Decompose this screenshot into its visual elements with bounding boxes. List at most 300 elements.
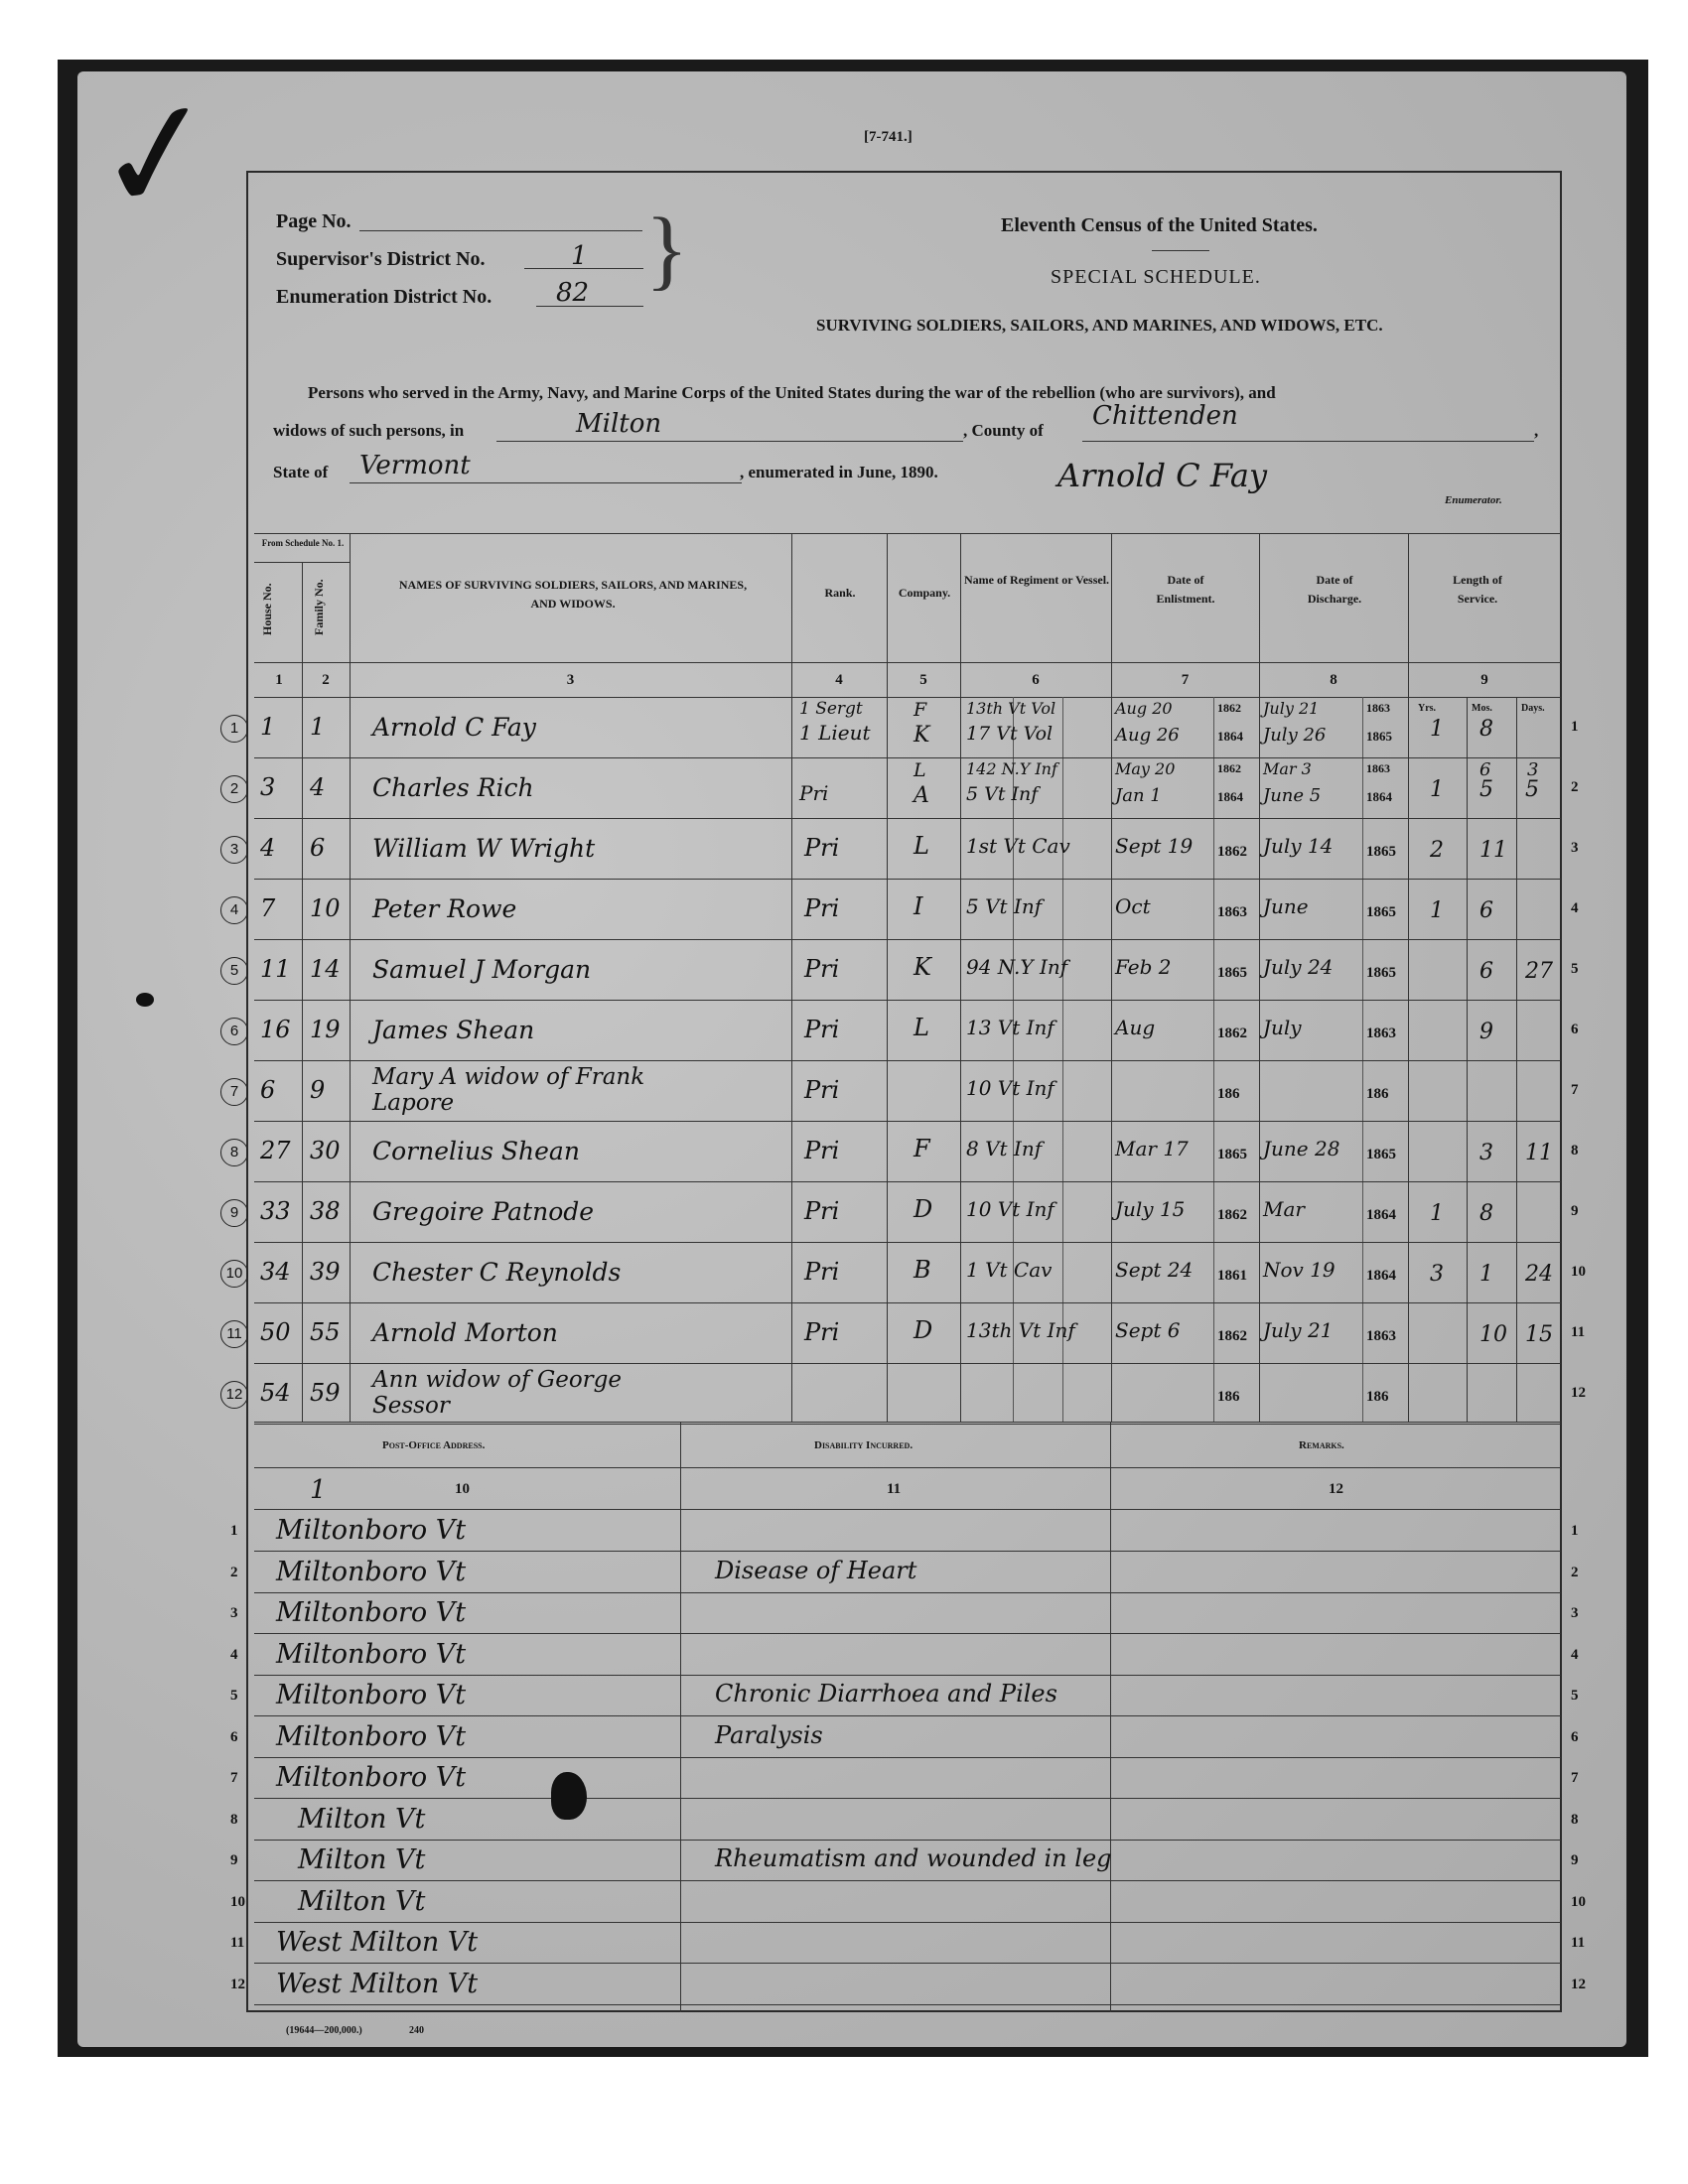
enlistment-year: 1865 bbox=[1217, 1147, 1247, 1162]
lower-row-number-left: 11 bbox=[230, 1935, 245, 1951]
discharge-year: 1863 bbox=[1366, 1328, 1396, 1344]
company: D bbox=[914, 1316, 933, 1344]
family-no: 59 bbox=[310, 1379, 341, 1407]
lower-row-rule bbox=[254, 1922, 1561, 1923]
months: 9 bbox=[1479, 1020, 1493, 1044]
vline-discharge bbox=[1408, 533, 1409, 1422]
discharge-year: 1865 bbox=[1366, 729, 1392, 744]
names-header: NAMES OF SURVIVING SOLDIERS, SAILORS, AND MARINES, AND WIDOWS. bbox=[398, 578, 748, 611]
lower-row-number-right: 1 bbox=[1571, 1523, 1579, 1539]
enlistment-year: 1862 bbox=[1217, 1025, 1247, 1041]
row-number-right: 7 bbox=[1571, 1082, 1579, 1098]
vline-enlistment bbox=[1259, 533, 1260, 1422]
lower-row-number-right: 2 bbox=[1571, 1565, 1579, 1580]
row-rule bbox=[254, 757, 1561, 758]
yrs-header: Yrs. bbox=[1418, 703, 1437, 714]
supervisor-value: 1 bbox=[571, 241, 588, 271]
row-rule bbox=[254, 1181, 1561, 1182]
months: 6 bbox=[1479, 959, 1493, 984]
row-number-right: 2 bbox=[1571, 779, 1579, 795]
county-value: Chittenden bbox=[1092, 401, 1238, 431]
company: B bbox=[914, 1256, 931, 1284]
print-code: (19644—200,000.) bbox=[286, 2025, 362, 2036]
family-no: 14 bbox=[310, 955, 341, 983]
row-number-circle: 9 bbox=[220, 1199, 248, 1227]
company: K bbox=[914, 953, 931, 981]
vline-regiment bbox=[1111, 533, 1112, 1422]
lower-header-rule bbox=[254, 1467, 1561, 1468]
supervisor-label: Supervisor's District No. bbox=[276, 248, 486, 270]
colnum-8: 8 bbox=[1330, 672, 1337, 688]
row-number-right: 12 bbox=[1571, 1385, 1586, 1401]
post-office-address: Miltonboro Vt bbox=[276, 1597, 467, 1628]
months: 10 bbox=[1479, 1322, 1507, 1347]
discharge: Nov 19 bbox=[1263, 1258, 1336, 1282]
company: L bbox=[914, 1014, 929, 1041]
colnum-2: 2 bbox=[322, 672, 330, 688]
company-first: L bbox=[914, 759, 926, 781]
vline-dis-sub bbox=[1362, 697, 1363, 1422]
lower-row-number-left: 3 bbox=[230, 1605, 238, 1621]
discharge: June 28 bbox=[1263, 1137, 1340, 1160]
colnum-6: 6 bbox=[1032, 672, 1040, 688]
days-first: 3 bbox=[1527, 759, 1539, 780]
years: 3 bbox=[1430, 1262, 1444, 1287]
enum-district-line bbox=[536, 306, 643, 307]
lower-row-number-right: 11 bbox=[1571, 1935, 1586, 1951]
colnum-12: 12 bbox=[1329, 1481, 1343, 1497]
row-rule bbox=[254, 1302, 1561, 1303]
soldier-name: William W Wright bbox=[372, 834, 596, 863]
regiment-first: 13th Vt Vol bbox=[966, 699, 1056, 718]
post-office-address: Miltonboro Vt bbox=[276, 1557, 467, 1587]
lower-row-number-right: 10 bbox=[1571, 1894, 1586, 1910]
soldier-name: James Shean bbox=[372, 1016, 535, 1044]
disability-incurred: Paralysis bbox=[715, 1721, 823, 1749]
rank: Pri bbox=[804, 955, 840, 983]
rank: Pri bbox=[799, 781, 829, 805]
discharge-year: 1865 bbox=[1366, 844, 1396, 860]
enlistment-first: Aug 20 bbox=[1115, 699, 1173, 718]
county-comma: , bbox=[1534, 421, 1539, 440]
house-no: 34 bbox=[260, 1258, 291, 1286]
post-office-address: West Milton Vt bbox=[276, 1969, 479, 1999]
colnum-5: 5 bbox=[919, 672, 927, 688]
census-title: Eleventh Census of the United States. bbox=[1001, 214, 1318, 236]
company: A bbox=[914, 783, 929, 808]
lower-row-number-right: 8 bbox=[1571, 1812, 1579, 1828]
days: 24 bbox=[1525, 1262, 1553, 1287]
family-no: 6 bbox=[310, 834, 326, 862]
years: 1 bbox=[1430, 898, 1444, 923]
row-rule bbox=[254, 1060, 1561, 1061]
check-mark: ✓ bbox=[82, 62, 231, 250]
vline-post-office bbox=[680, 1422, 681, 2012]
rank: Pri bbox=[804, 1137, 840, 1164]
row-rule bbox=[254, 879, 1561, 880]
discharge-year-first: 1863 bbox=[1366, 701, 1390, 715]
regiment: 1 Vt Cav bbox=[966, 1258, 1053, 1282]
vline-reg-sub2 bbox=[1062, 697, 1063, 1422]
years: 2 bbox=[1430, 838, 1444, 863]
row-number-circle: 12 bbox=[220, 1381, 248, 1409]
rank: Pri bbox=[804, 834, 840, 862]
enlistment: Aug 26 bbox=[1115, 725, 1180, 746]
enlistment-year: 1865 bbox=[1217, 965, 1247, 981]
colnum-10: 10 bbox=[455, 1481, 470, 1497]
enlistment: Jan 1 bbox=[1115, 785, 1162, 806]
months: 3 bbox=[1479, 1141, 1493, 1165]
soldier-name: Peter Rowe bbox=[372, 894, 517, 923]
row-number-right: 6 bbox=[1571, 1022, 1579, 1037]
enlistment: Sept 24 bbox=[1115, 1258, 1194, 1282]
regiment: 17 Vt Vol bbox=[966, 723, 1054, 745]
discharge-year: 1865 bbox=[1366, 1147, 1396, 1162]
row-number-circle: 2 bbox=[220, 775, 248, 803]
lower-row-rule bbox=[254, 1633, 1561, 1634]
discharge-year: 1864 bbox=[1366, 1207, 1396, 1223]
intro-line1: Persons who served in the Army, Navy, and Marine Corps of the United States during the war of the rebellion (who are survivors), and bbox=[308, 383, 1276, 402]
lower-row-rule bbox=[254, 1757, 1561, 1758]
row-number-circle: 3 bbox=[220, 836, 248, 864]
row-number-right: 3 bbox=[1571, 840, 1579, 856]
enlistment-year: 1862 bbox=[1217, 1207, 1247, 1223]
lower-top-rule bbox=[254, 1422, 1561, 1423]
house-no: 33 bbox=[260, 1197, 291, 1225]
row-rule bbox=[254, 1363, 1561, 1364]
disability-header: Disability Incurred. bbox=[814, 1439, 914, 1451]
rank: Pri bbox=[804, 1197, 840, 1225]
colnum-3: 3 bbox=[566, 672, 575, 688]
rank: Pri bbox=[804, 1076, 840, 1104]
enumerator-signature: Arnold C Fay bbox=[1057, 457, 1268, 494]
post-office-address: Miltonboro Vt bbox=[276, 1639, 467, 1670]
disability-incurred: Rheumatism and wounded in leg bbox=[715, 1844, 1112, 1872]
discharge-year-first: 1863 bbox=[1366, 761, 1390, 775]
header-bottom-rule bbox=[254, 662, 1561, 663]
days: 11 bbox=[1525, 1141, 1553, 1165]
months: 11 bbox=[1479, 838, 1507, 863]
colnum-bottom-rule bbox=[254, 697, 1561, 698]
lower-row-rule bbox=[254, 1840, 1561, 1841]
schedule-subtitle: SURVIVING SOLDIERS, SAILORS, AND MARINES, AND WIDOWS, ETC. bbox=[816, 316, 1383, 335]
enlistment: Feb 2 bbox=[1115, 955, 1172, 979]
lower-row-rule bbox=[254, 1551, 1561, 1552]
row-number-circle: 6 bbox=[220, 1018, 248, 1045]
days: 15 bbox=[1525, 1322, 1553, 1347]
lower-row-number-left: 7 bbox=[230, 1770, 238, 1786]
regiment: 5 Vt Inf bbox=[966, 783, 1039, 805]
discharge: July 24 bbox=[1263, 955, 1334, 979]
town-line bbox=[496, 441, 963, 442]
post-office-header: Post-Office Address. bbox=[382, 1439, 486, 1451]
state-label: State of bbox=[273, 463, 329, 481]
regiment: 94 N.Y Inf bbox=[966, 955, 1068, 979]
row-number-right: 8 bbox=[1571, 1143, 1579, 1159]
months: 8 bbox=[1479, 1201, 1493, 1226]
post-office-address: Miltonboro Vt bbox=[276, 1515, 467, 1546]
company: I bbox=[914, 892, 923, 920]
row-rule bbox=[254, 1000, 1561, 1001]
lower-row-number-right: 9 bbox=[1571, 1852, 1579, 1868]
row-number-circle: 7 bbox=[220, 1078, 248, 1106]
enlistment-year: 1864 bbox=[1217, 789, 1243, 804]
discharge-year: 1864 bbox=[1366, 1268, 1396, 1284]
vline-names bbox=[791, 533, 792, 1422]
discharge: July 21 bbox=[1263, 1318, 1334, 1342]
lower-colnum-rule bbox=[254, 1509, 1561, 1510]
enlistment-first: May 20 bbox=[1115, 759, 1176, 778]
row-rule bbox=[254, 1242, 1561, 1243]
family-no: 39 bbox=[310, 1258, 341, 1286]
years: 1 bbox=[1430, 777, 1444, 802]
vline-enl-sub bbox=[1213, 697, 1214, 1422]
row-number-circle: 10 bbox=[220, 1260, 248, 1288]
months: 8 bbox=[1479, 717, 1493, 742]
post-office-address: West Milton Vt bbox=[276, 1927, 479, 1958]
discharge: June bbox=[1263, 894, 1309, 918]
discharge-year: 186 bbox=[1366, 1086, 1389, 1102]
soldier-name: Arnold Morton bbox=[372, 1318, 558, 1347]
discharge: Mar bbox=[1263, 1197, 1305, 1221]
family-no: 9 bbox=[310, 1076, 326, 1104]
company-header: Company. bbox=[898, 586, 951, 600]
months: 6 bbox=[1479, 898, 1493, 923]
lower-row-number-left: 5 bbox=[230, 1688, 238, 1704]
regiment: 10 Vt Inf bbox=[966, 1076, 1055, 1100]
discharge-year: 1864 bbox=[1366, 789, 1392, 804]
post-office-address: Miltonboro Vt bbox=[276, 1762, 467, 1793]
lower-row-number-left: 2 bbox=[230, 1565, 238, 1580]
regiment: 5 Vt Inf bbox=[966, 894, 1043, 918]
house-no: 1 bbox=[260, 713, 276, 741]
row-number-right: 4 bbox=[1571, 900, 1579, 916]
enlistment: Aug bbox=[1115, 1016, 1156, 1039]
lower-row-number-right: 5 bbox=[1571, 1688, 1579, 1704]
vline-yrs bbox=[1467, 697, 1468, 1422]
soldier-name: Charles Rich bbox=[372, 773, 534, 802]
mos-header: Mos. bbox=[1472, 703, 1492, 714]
regiment: 1st Vt Cav bbox=[966, 834, 1070, 858]
years: 1 bbox=[1430, 717, 1444, 742]
discharge-header: Date of Discharge. bbox=[1307, 573, 1362, 606]
enlistment: Mar 17 bbox=[1115, 1137, 1189, 1160]
lower-row-number-right: 3 bbox=[1571, 1605, 1579, 1621]
regiment: 10 Vt Inf bbox=[966, 1197, 1055, 1221]
company: D bbox=[914, 1195, 933, 1223]
rank: Pri bbox=[804, 894, 840, 922]
house-no: 27 bbox=[260, 1137, 291, 1164]
lower-row-number-right: 4 bbox=[1571, 1647, 1579, 1663]
months: 1 bbox=[1479, 1262, 1493, 1287]
discharge-first: Mar 3 bbox=[1263, 759, 1312, 778]
length-header: Length of Service. bbox=[1453, 573, 1502, 606]
row-number-circle: 8 bbox=[220, 1139, 248, 1166]
lower-row-number-left: 1 bbox=[230, 1523, 238, 1539]
row-number-circle: 5 bbox=[220, 957, 248, 985]
family-no-header: Family No. bbox=[312, 579, 326, 635]
soldier-name: Cornelius Shean bbox=[372, 1137, 580, 1165]
form-code: [7-741.] bbox=[864, 129, 913, 145]
discharge: July 14 bbox=[1263, 834, 1334, 858]
house-no: 6 bbox=[260, 1076, 276, 1104]
soldier-name: Gregoire Patnode bbox=[372, 1197, 595, 1226]
row-number-circle: 11 bbox=[220, 1320, 248, 1348]
vline-disability bbox=[1110, 1422, 1111, 2012]
widows-prefix: widows of such persons, in bbox=[273, 421, 465, 440]
days: 27 bbox=[1525, 959, 1553, 984]
lower-row-rule bbox=[254, 1675, 1561, 1676]
enumerator-label: Enumerator. bbox=[1445, 494, 1502, 506]
family-no: 30 bbox=[310, 1137, 341, 1164]
regiment-first: 142 N.Y Inf bbox=[966, 759, 1057, 778]
row-rule bbox=[254, 1121, 1561, 1122]
soldier-name: Mary A widow of Frank Lapore bbox=[372, 1064, 645, 1116]
enlistment-year: 1863 bbox=[1217, 904, 1247, 920]
lower-row-number-right: 12 bbox=[1571, 1977, 1586, 1992]
rank: 1 Lieut bbox=[799, 721, 871, 745]
company: K bbox=[914, 723, 930, 748]
lower-row-number-right: 6 bbox=[1571, 1729, 1579, 1745]
lower-row-rule bbox=[254, 1798, 1561, 1799]
regiment: 13th Vt Inf bbox=[966, 1318, 1075, 1342]
row-number-right: 11 bbox=[1571, 1324, 1586, 1340]
colnum-9: 9 bbox=[1480, 672, 1488, 688]
company-first: F bbox=[914, 699, 927, 721]
house-no: 3 bbox=[260, 773, 276, 801]
lower-row-number-left: 12 bbox=[230, 1977, 245, 1992]
regiment: 8 Vt Inf bbox=[966, 1137, 1043, 1160]
vline-family bbox=[350, 533, 351, 1422]
enlistment-year: 186 bbox=[1217, 1389, 1240, 1405]
enlistment: Sept 19 bbox=[1115, 834, 1194, 858]
from-schedule-header: From Schedule No. 1. bbox=[261, 538, 345, 548]
lower-row-rule bbox=[254, 1963, 1561, 1964]
county-line bbox=[1082, 441, 1534, 442]
print-number: 240 bbox=[409, 2025, 424, 2036]
vline-mos bbox=[1516, 697, 1517, 1422]
months: 5 bbox=[1479, 777, 1493, 802]
post-office-address: Milton Vt bbox=[298, 1886, 426, 1917]
enlistment-header: Date of Enlistment. bbox=[1156, 573, 1215, 606]
title-rule bbox=[1152, 250, 1209, 251]
colnum-4: 4 bbox=[835, 672, 843, 688]
disability-incurred: Chronic Diarrhoea and Piles bbox=[715, 1680, 1057, 1707]
row-number-circle: 4 bbox=[220, 896, 248, 924]
discharge-year: 1863 bbox=[1366, 1025, 1396, 1041]
colnum-1: 1 bbox=[275, 672, 283, 688]
row-rule bbox=[254, 818, 1561, 819]
enumerated-text: , enumerated in June, 1890. bbox=[740, 463, 938, 481]
vline-house bbox=[302, 562, 303, 1422]
months-first: 6 bbox=[1479, 759, 1491, 780]
family-no: 1 bbox=[310, 713, 326, 741]
remarks-header: Remarks. bbox=[1299, 1439, 1344, 1451]
colnum-11: 11 bbox=[887, 1481, 902, 1497]
county-label: , County of bbox=[963, 421, 1044, 440]
address-tick-mark: 1 bbox=[310, 1475, 327, 1505]
enlistment-year-first: 1862 bbox=[1217, 761, 1241, 775]
family-no: 55 bbox=[310, 1318, 341, 1346]
company: F bbox=[914, 1135, 930, 1162]
regiment: 13 Vt Inf bbox=[966, 1016, 1055, 1039]
family-no: 4 bbox=[310, 773, 326, 801]
house-no: 54 bbox=[260, 1379, 291, 1407]
lower-row-number-left: 10 bbox=[230, 1894, 245, 1910]
enum-district-value: 82 bbox=[556, 278, 590, 308]
house-no: 16 bbox=[260, 1016, 291, 1043]
colnum-7: 7 bbox=[1181, 672, 1190, 688]
soldier-name: Arnold C Fay bbox=[372, 713, 536, 742]
soldier-name: Samuel J Morgan bbox=[372, 955, 592, 984]
vline-reg-sub1 bbox=[1013, 697, 1014, 1422]
page-no-line bbox=[359, 230, 642, 231]
lower-row-number-left: 9 bbox=[230, 1852, 238, 1868]
ink-blot bbox=[551, 1772, 587, 1820]
rank: Pri bbox=[804, 1318, 840, 1346]
family-no: 19 bbox=[310, 1016, 341, 1043]
state-line bbox=[350, 482, 742, 483]
lower-row-rule bbox=[254, 2004, 1561, 2005]
house-no: 50 bbox=[260, 1318, 291, 1346]
town-value: Milton bbox=[576, 409, 662, 439]
row-number-right: 5 bbox=[1571, 961, 1579, 977]
discharge-first: July 21 bbox=[1263, 699, 1320, 718]
discharge: July bbox=[1263, 1016, 1302, 1039]
rank-first: 1 Sergt bbox=[799, 699, 863, 719]
lower-row-rule bbox=[254, 1880, 1561, 1881]
discharge: June 5 bbox=[1263, 785, 1322, 806]
house-no: 11 bbox=[260, 955, 291, 983]
years: 1 bbox=[1430, 1201, 1444, 1226]
days: 5 bbox=[1525, 777, 1539, 802]
row-number-right: 9 bbox=[1571, 1203, 1579, 1219]
header-brace: } bbox=[645, 201, 689, 299]
lower-row-rule bbox=[254, 1715, 1561, 1716]
enlistment-year: 1861 bbox=[1217, 1268, 1247, 1284]
table-top-rule bbox=[254, 533, 1561, 534]
state-value: Vermont bbox=[359, 451, 471, 480]
enlistment: July 15 bbox=[1115, 1197, 1186, 1221]
family-no: 10 bbox=[310, 894, 341, 922]
row-number-circle: 1 bbox=[220, 715, 248, 743]
enlistment-year-first: 1862 bbox=[1217, 701, 1241, 715]
schedule-title: SPECIAL SCHEDULE. bbox=[1051, 266, 1261, 288]
discharge-year: 1865 bbox=[1366, 904, 1396, 920]
post-office-address: Milton Vt bbox=[298, 1804, 426, 1835]
rank: Pri bbox=[804, 1258, 840, 1286]
row-rule bbox=[254, 1424, 1561, 1425]
enlistment-year: 186 bbox=[1217, 1086, 1240, 1102]
enlistment: Oct bbox=[1115, 894, 1151, 918]
enlistment: Sept 6 bbox=[1115, 1318, 1181, 1342]
row-number-right: 10 bbox=[1571, 1264, 1586, 1280]
enlistment-year: 1864 bbox=[1217, 729, 1243, 744]
row-rule bbox=[254, 939, 1561, 940]
lower-row-rule bbox=[254, 1592, 1561, 1593]
discharge-year: 1865 bbox=[1366, 965, 1396, 981]
enum-district-label: Enumeration District No. bbox=[276, 286, 492, 308]
vline-company bbox=[960, 533, 961, 1422]
disability-incurred: Disease of Heart bbox=[715, 1557, 917, 1584]
soldier-name: Ann widow of George Sessor bbox=[372, 1367, 622, 1419]
rank-header: Rank. bbox=[824, 586, 856, 600]
lower-row-number-left: 6 bbox=[230, 1729, 238, 1745]
enlistment-year: 1862 bbox=[1217, 1328, 1247, 1344]
rank: Pri bbox=[804, 1016, 840, 1043]
vline-rank bbox=[887, 533, 888, 1422]
house-no: 4 bbox=[260, 834, 276, 862]
